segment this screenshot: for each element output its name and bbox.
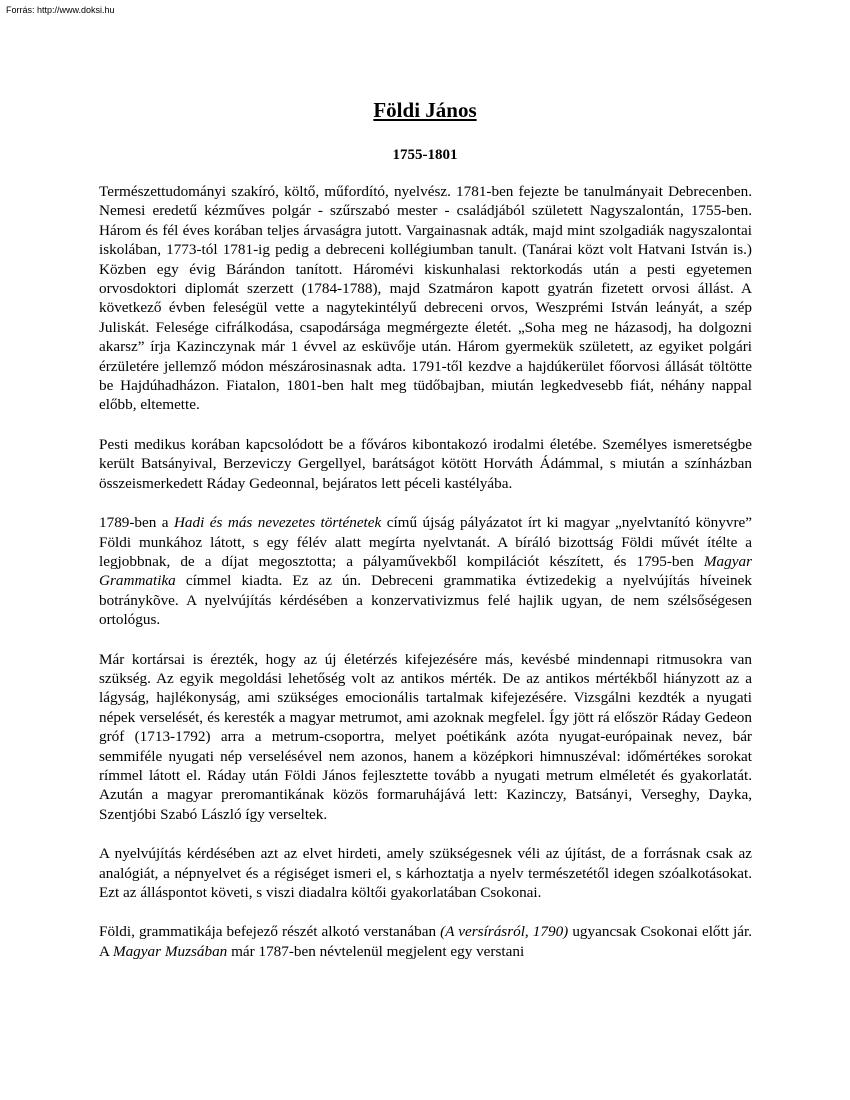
text-run: már 1787-ben névtelenül megjelent egy verstani <box>227 942 525 960</box>
paragraph <box>99 435 752 493</box>
article-body <box>99 182 752 981</box>
italic-title: (A versírásról, 1790) <box>440 923 569 941</box>
paragraph <box>99 844 752 902</box>
text-run: A nyelvújítás kérdésében azt az elvet hirdeti, amely szükségesnek véli az újítást, de a forrásnak csak az analógiát, a népnyelvet és a régiséget ismeri el, s kárhoztatja a nyelv természetétől idegen szóalkotásokat. Ezt az álláspontot követi, s viszi diadalra költői gyakorlatában Csokonai. <box>99 845 752 901</box>
text-run: ugyancsak Csokonai előtt jár. A <box>99 923 752 960</box>
paragraph <box>99 513 752 629</box>
text-run: 1789-ben a <box>99 514 174 532</box>
italic-title: Magyar Grammatika <box>99 552 752 590</box>
page-title: Földi János <box>373 98 477 122</box>
source-note: Forrás: http://www.doksi.hu <box>6 5 115 15</box>
italic-title: Magyar Muzsában <box>112 942 228 960</box>
text-run: Pesti medikus korában kapcsolódott be a főváros kibontakozó irodalmi életébe. Személyes ismeretségbe került Batsányival, Berzeviczy Gergellyel, barátságot kötött Horváth Ádámmal, s miután a színházban összeismerkedett Ráday Gedeonnal, bejáratos lett péceli kastélyába. <box>99 435 752 492</box>
text-run: Már kortársai is érezték, hogy az új életérzés kifejezésére más, kevésbé mindennapi ritmusokra van szükség. Az egyik megoldási lehetőség volt az antikos mérték. De az antikos mértékből hiányzott az a lágyság, hajlékonyság, ami szükséges emocionális tartalmak kifejezésére. Vizsgálni kezdték a nyugati népek verselését, és keresték a magyar metrumot, ami azoknak megfelel. Így jött rá először Ráday Gedeon gróf (1713-1792) arra a metrum-csoportra, melyet poétikánk azóta nyugat-európainak nevez, bár semmiféle nyugati nép verselésével nem azonos, hanem a középkori himnuszéval: időmértékes sorokat rímmel látott el. Ráday után Földi János fejlesztette tovább a nyugati metrum elméletét és gyakorlatát. Azután a magyar preromantikának közös formaruhájává lett: Kazinczy, Batsányi, Verseghy, Dayka, Szentjóbi Szabó László így verseltek. <box>99 650 752 823</box>
paragraph <box>99 922 752 961</box>
text-run: című újság pályázatot írt ki magyar „nyelvtanító könyvre” Földi munkához látott, s egy félév alatt megírta nyelvtanát. A bíráló bizottság Földi művét ítélte a legjobbnak, de a díjat megosztotta; a pályaművekből kompilációt készített, és 1795-ben <box>99 514 752 570</box>
life-years: 1755-1801 <box>392 147 458 163</box>
text-run: Földi, grammatikája befejező részét alkotó verstanában <box>99 923 441 941</box>
text-run: Természettudományi szakíró, költő, műfordító, nyelvész. 1781-ben fejezte be tanulmányait Debrecenben. Nemesi eredetű kézműves polgár - szűrszabó mester - családjából született Nagyszalontán, 1755-ben. Három és fél éves korában teljes árvaságra jutott. Vargainasnak adták, majd mint szolgadiák nagyszalontai iskolában, 1773-tól 1781-ig pedig a debreceni kollégiumban tanult. (Tanárai közt volt Hatvani István is.) Közben egy évig Bárándon tanított. Háromévi kiskunhalasi rektorkodás után a pesti egyetemen orvosdoktori diplomát szerzett (1784-1788), majd Szatmáron kapott gyatrán fizetett orvosi állást. A következő évben feleségül vette a nagytekintélyű debreceni orvos, Weszprémi István leányát, a szép Juliskát. Felesége cifrálkodása, csapodársága megmérgezte életét. „Soha meg ne házasodj, ha dolgozni akarsz” írja Kazinczynak már 1 évvel az esküvője után. Három gyermekük született, az egyiket polgári érzületére jellemző módon mészárosinasnak adta. 1791-től kezdve a hajdúkerület főorvosi állását töltötte be Hajdúhadházon. Fiatalon, 1801-ben halt meg tüdőbajban, miután legkedvesebb fiát, néhány nappal előbb, eltemette. <box>99 183 752 414</box>
italic-title: Hadi és más nevezetes történetek <box>173 514 382 532</box>
text-run: címmel kiadta. Ez az ún. Debreceni grammatika évtizedekig a nyelvújítás híveinek botránykõve. A nyelvújítás kérdésében a konzervativizmus felé hajlik ugyan, de nem szélsőségesen ortológus. <box>99 572 752 629</box>
paragraph <box>99 182 752 415</box>
paragraph <box>99 650 752 825</box>
